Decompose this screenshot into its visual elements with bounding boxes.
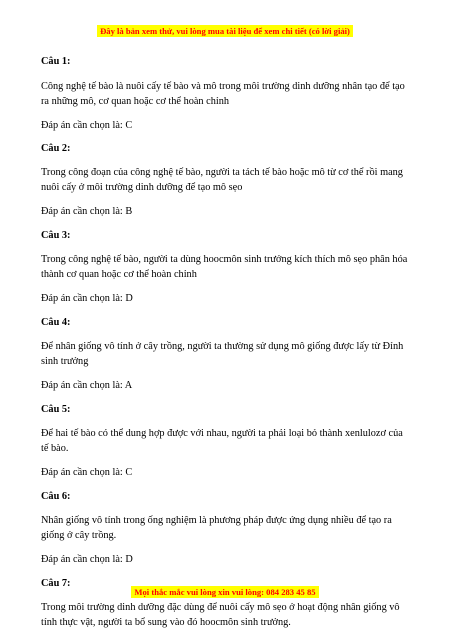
question-text: Để hai tế bào có thể dung hợp được với nhau, người ta phải loại bỏ thành xenlulozơ của tế bào.	[41, 428, 403, 454]
question-text: Trong công đoạn của công nghệ tế bào, người ta tách tế bào hoặc mô từ cơ thể rồi mang nuôi cấy ở môi trường dinh dưỡng để tạo mô sẹo	[41, 167, 403, 193]
question-text: Trong công nghệ tế bào, người ta dùng hoocmôn sinh trưởng kích thích mô sẹo phân hóa thành cơ quan hoặc cơ thể hoàn chỉnh	[41, 254, 408, 280]
question-title: Câu 1:	[41, 56, 71, 67]
question-text: Nhân giống vô tính trong ống nghiệm là phương pháp được ứng dụng nhiều để tạo ra giống ở cây trồng.	[41, 515, 392, 541]
question-text: Để nhân giống vô tính ở cây trồng, người ta thường sử dụng mô giống được lấy từ Đỉnh sinh trưởng	[41, 341, 404, 367]
answer-text: Đáp án cần chọn là: D	[41, 554, 133, 565]
answer-text: Đáp án cần chọn là: B	[41, 206, 133, 217]
question-1	[41, 54, 411, 133]
question-2	[41, 141, 411, 219]
contact-notice-text: Mọi thắc mắc vui lòng xin vui lòng: 084 283 45 85	[131, 586, 318, 598]
question-7	[41, 576, 411, 630]
contact-notice	[0, 587, 450, 597]
question-5	[41, 402, 411, 480]
question-4	[41, 315, 411, 393]
question-title: Câu 4:	[41, 317, 71, 328]
document-body	[41, 45, 411, 630]
question-title: Câu 5:	[41, 404, 71, 415]
question-6	[41, 489, 411, 567]
question-text: Công nghệ tế bào là nuôi cấy tế bào và mô trong môi trường dinh dưỡng nhân tạo để tạo ra những mô, cơ quan hoặc cơ thể hoàn chỉnh	[41, 81, 405, 107]
question-3	[41, 228, 411, 306]
answer-text: Đáp án cần chọn là: C	[41, 467, 133, 478]
question-title: Câu 7:	[41, 578, 71, 589]
preview-notice	[0, 26, 450, 36]
question-title: Câu 2:	[41, 143, 71, 154]
preview-notice-text: Đây là bản xem thử, vui lòng mua tài liệu để xem chi tiết (có lời giải)	[97, 25, 353, 37]
question-text: Trong môi trường dinh dưỡng đặc dùng để nuôi cấy mô sẹo ở hoạt động nhân giống vô tính thực vật, người ta bổ sung vào đó hoocmôn sinh trưởng.	[41, 602, 400, 628]
question-title: Câu 6:	[41, 491, 71, 502]
question-title: Câu 3:	[41, 230, 71, 241]
answer-text: Đáp án cần chọn là: C	[41, 120, 133, 131]
answer-text: Đáp án cần chọn là: D	[41, 293, 133, 304]
answer-text: Đáp án cần chọn là: A	[41, 380, 133, 391]
